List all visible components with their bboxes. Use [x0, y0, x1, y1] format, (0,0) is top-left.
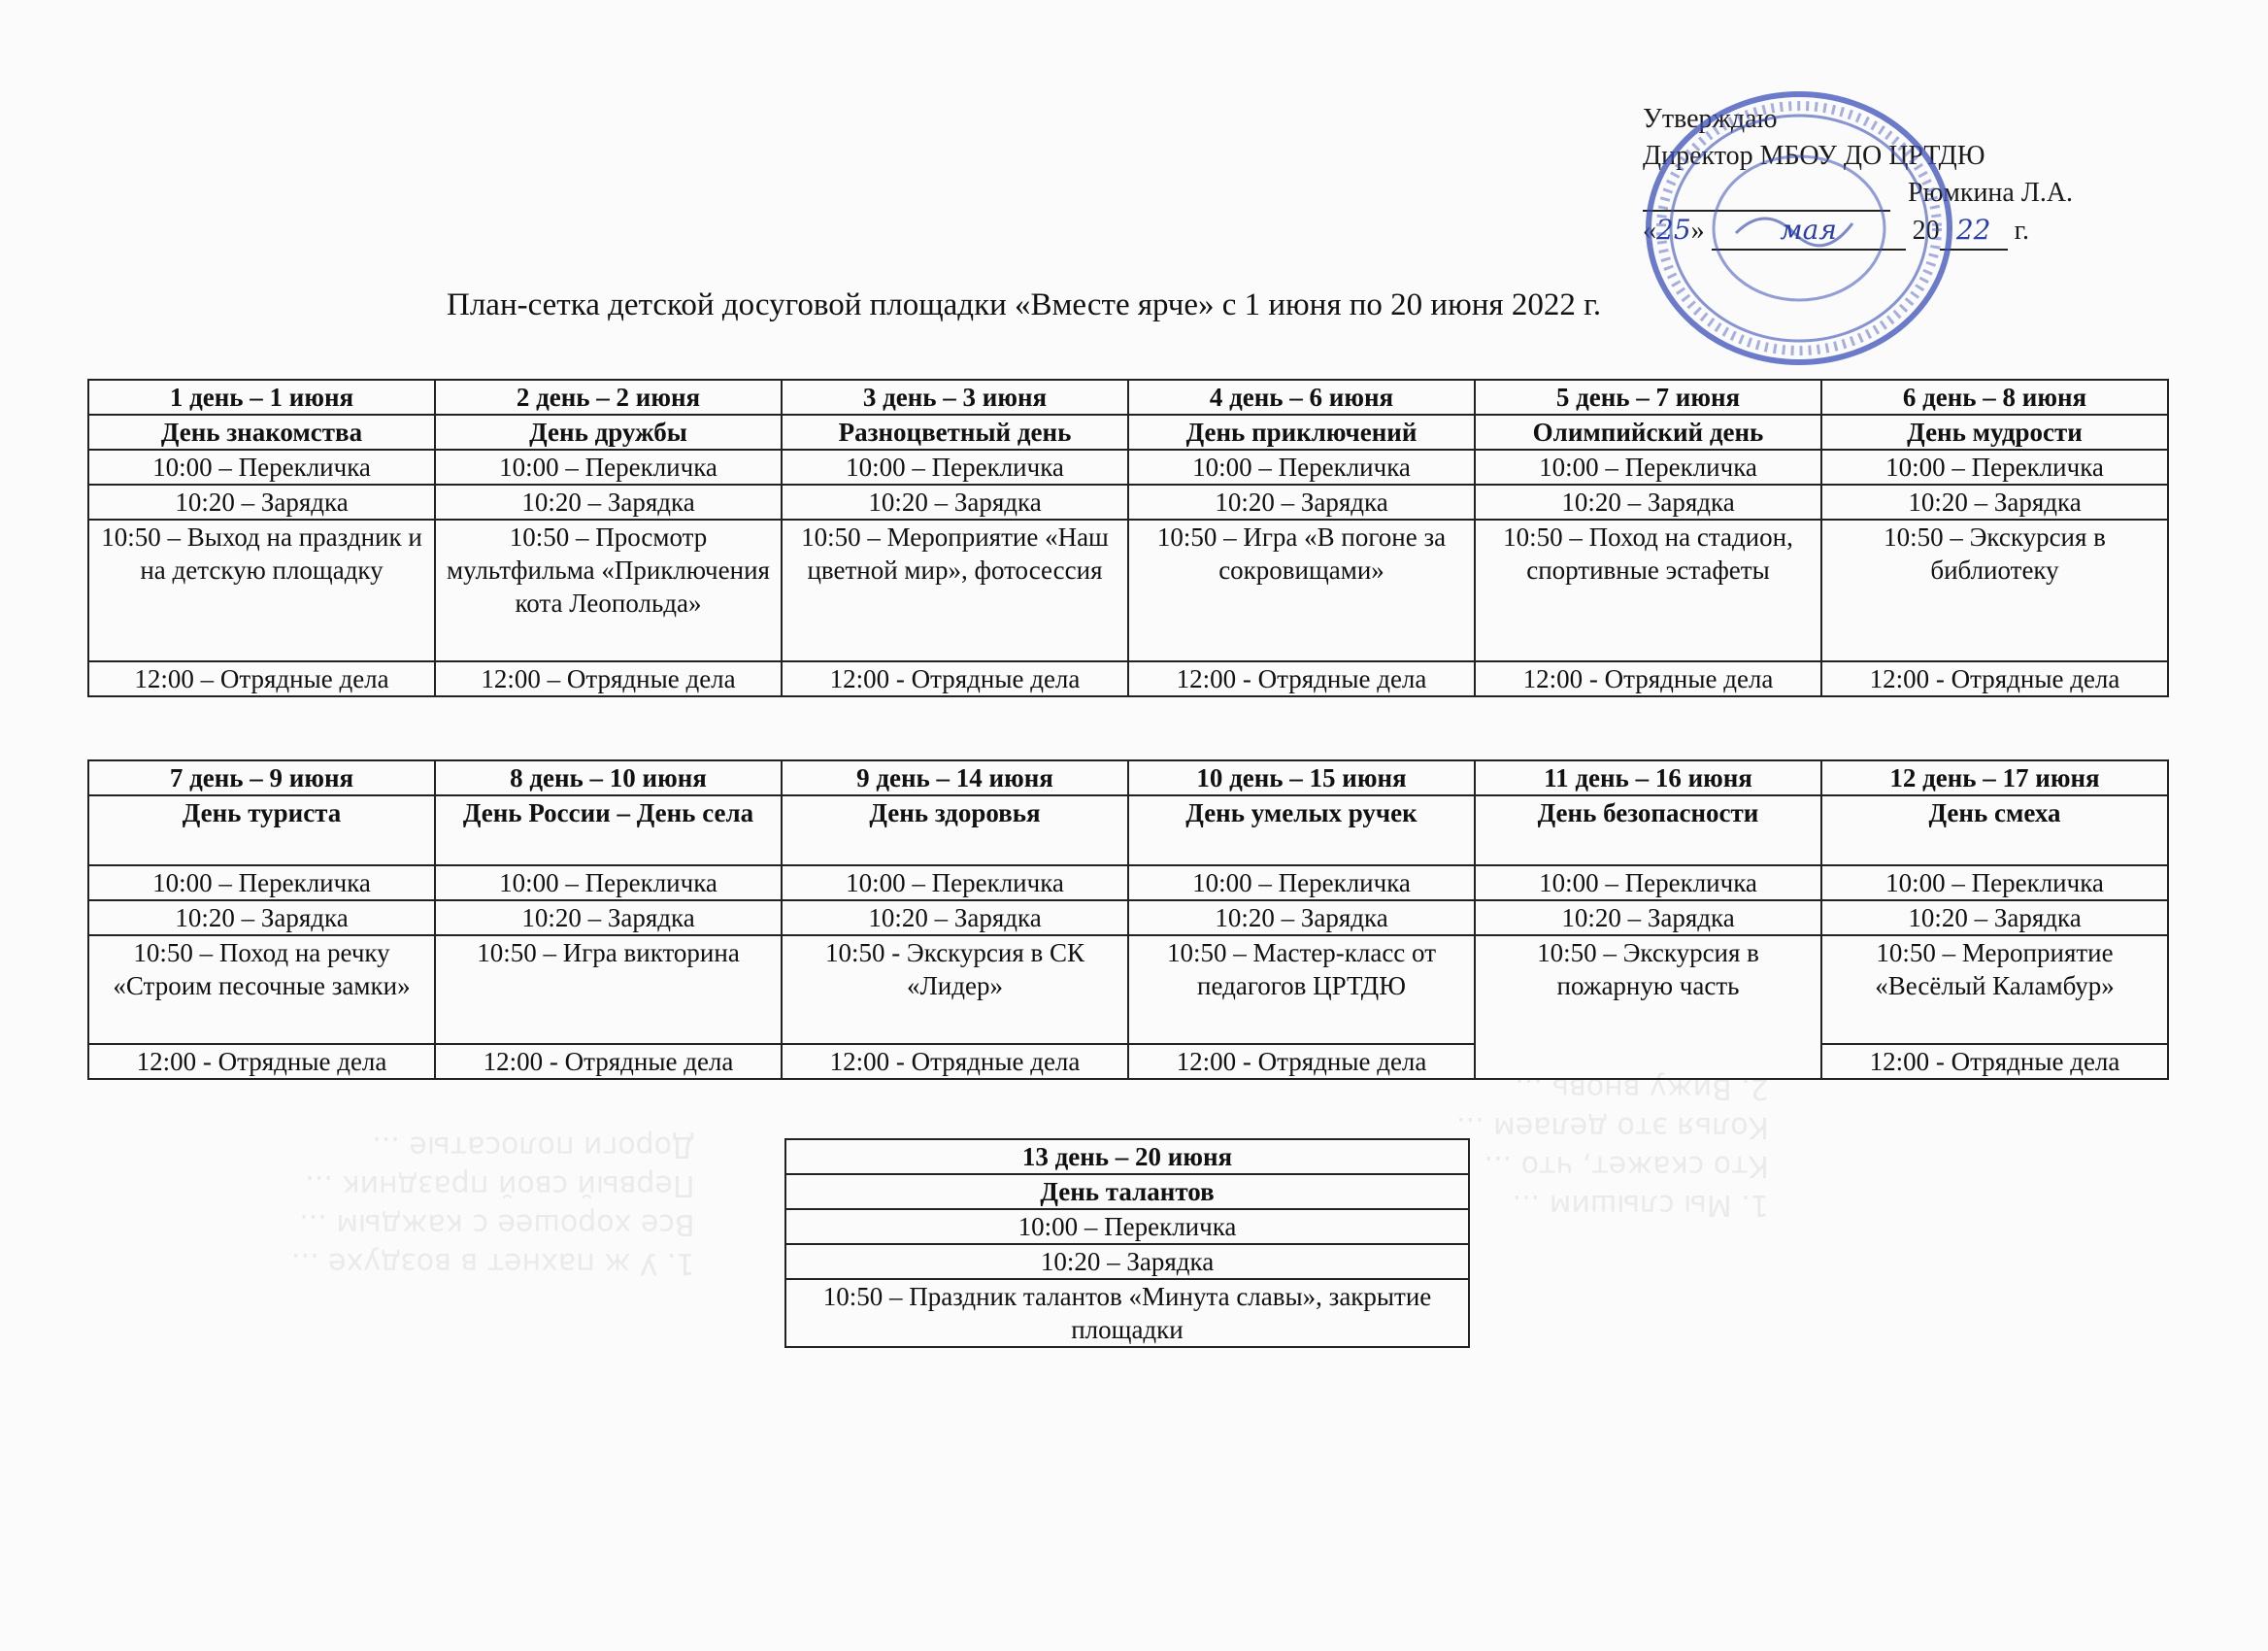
roll-cell: 10:00 – Перекличка: [1821, 865, 2168, 900]
exercise-cell: 10:20 – Зарядка: [1128, 900, 1475, 935]
schedule-table-final: [784, 1138, 1470, 1348]
approval-position: Директор МБОУ ДО ЦРТДЮ: [1643, 141, 1985, 171]
theme-cell: День мудрости: [1821, 415, 2168, 450]
exercise-cell: 10:20 – Зарядка: [1821, 900, 2168, 935]
roll-cell: 10:00 – Перекличка: [435, 450, 782, 485]
table-row-event: [785, 1279, 1469, 1347]
theme-cell: День талантов: [785, 1174, 1469, 1209]
table-row-themes: [88, 795, 2168, 865]
day-cell: 7 день – 9 июня: [88, 760, 435, 795]
theme-cell: Олимпийский день: [1475, 415, 1821, 450]
table-row-event: [88, 935, 2168, 1044]
event-cell: 10:50 – Выход на праздник и на детскую площадку: [88, 520, 435, 661]
table-row-event: [88, 520, 2168, 661]
theme-cell: День смеха: [1821, 795, 2168, 865]
approval-block: [1643, 101, 2148, 251]
table-row-roll: [785, 1209, 1469, 1244]
day-cell: 9 день – 14 июня: [782, 760, 1128, 795]
affairs-cell: 12:00 – Отрядные дела: [88, 661, 435, 696]
theme-cell: День туриста: [88, 795, 435, 865]
exercise-cell: 10:20 – Зарядка: [782, 900, 1128, 935]
event-cell: 10:50 – Игра «В погоне за сокровищами»: [1128, 520, 1475, 661]
day-cell: 5 день – 7 июня: [1475, 380, 1821, 415]
approval-heading: Утверждаю: [1643, 104, 1778, 134]
event-cell: 10:50 – Мероприятие «Весёлый Каламбур»: [1821, 935, 2168, 1044]
affairs-cell: 12:00 - Отрядные дела: [782, 661, 1128, 696]
day-cell: 13 день – 20 июня: [785, 1139, 1469, 1174]
table-row-exercise: [88, 485, 2168, 520]
affairs-cell: 12:00 - Отрядные дела: [1821, 1044, 2168, 1079]
exercise-cell: 10:20 – Зарядка: [88, 900, 435, 935]
affairs-cell: 12:00 – Отрядные дела: [435, 661, 782, 696]
schedule-table-week2: [87, 759, 2169, 1080]
roll-cell: 10:00 – Перекличка: [782, 450, 1128, 485]
date-day: 25: [1656, 214, 1691, 246]
event-cell: 10:50 – Экскурсия в пожарную часть: [1475, 935, 1821, 1079]
roll-cell: 10:00 – Перекличка: [88, 450, 435, 485]
event-cell: 10:50 – Поход на стадион, спортивные эстафеты: [1475, 520, 1821, 661]
theme-cell: День умелых ручек: [1128, 795, 1475, 865]
roll-cell: 10:00 – Перекличка: [435, 865, 782, 900]
signature-line: [1643, 183, 1890, 212]
table-row-day: [785, 1139, 1469, 1174]
day-cell: 3 день – 3 июня: [782, 380, 1128, 415]
theme-cell: День безопасности: [1475, 795, 1821, 865]
exercise-cell: 10:20 – Зарядка: [1475, 900, 1821, 935]
date-suffix: г.: [2014, 216, 2029, 246]
day-cell: 1 день – 1 июня: [88, 380, 435, 415]
schedule-table-week1: [87, 379, 2169, 697]
event-cell: 10:50 – Мастер-класс от педагогов ЦРТДЮ: [1128, 935, 1475, 1044]
exercise-cell: 10:20 – Зарядка: [435, 485, 782, 520]
roll-cell: 10:00 – Перекличка: [782, 865, 1128, 900]
roll-cell: 10:00 – Перекличка: [785, 1209, 1469, 1244]
roll-cell: 10:00 – Перекличка: [1821, 450, 2168, 485]
theme-cell: Разноцветный день: [782, 415, 1128, 450]
day-cell: 6 день – 8 июня: [1821, 380, 2168, 415]
theme-cell: День знакомства: [88, 415, 435, 450]
table-row-days: [88, 380, 2168, 415]
affairs-cell: 12:00 - Отрядные дела: [1128, 661, 1475, 696]
exercise-cell: 10:20 – Зарядка: [1475, 485, 1821, 520]
roll-cell: 10:00 – Перекличка: [1128, 865, 1475, 900]
exercise-cell: 10:20 – Зарядка: [435, 900, 782, 935]
day-cell: 2 день – 2 июня: [435, 380, 782, 415]
date-month: мая: [1712, 212, 1906, 251]
event-cell: 10:50 – Праздник талантов «Минута славы», закрытие площадки: [785, 1279, 1469, 1347]
event-cell: 10:50 – Игра викторина: [435, 935, 782, 1044]
affairs-cell: 12:00 - Отрядные дела: [782, 1044, 1128, 1079]
table-row-exercise: [785, 1244, 1469, 1279]
director-name: Рюмкина Л.А.: [1908, 178, 2074, 208]
event-cell: 10:50 – Мероприятие «Наш цветной мир», фотосессия: [782, 520, 1128, 661]
table-row-days: [88, 760, 2168, 795]
bleed-through-text: 1. У ж пахнет в воздухе ... Все хорошее с каждым ... Первый свой праздник ... Дороги полосатые ...: [291, 1129, 695, 1280]
affairs-cell: 12:00 - Отрядные дела: [1821, 661, 2168, 696]
approval-signature-row: [1643, 175, 2148, 212]
date-quote-open: «: [1643, 216, 1656, 246]
exercise-cell: 10:20 – Зарядка: [782, 485, 1128, 520]
theme-cell: День России – День села: [435, 795, 782, 865]
page-title: План-сетка детской досуговой площадки «Вместе ярче» с 1 июня по 20 июня 2022 г.: [447, 287, 1602, 322]
event-cell: 10:50 – Поход на речку «Строим песочные замки»: [88, 935, 435, 1044]
exercise-cell: 10:20 – Зарядка: [1821, 485, 2168, 520]
day-cell: 12 день – 17 июня: [1821, 760, 2168, 795]
roll-cell: 10:00 – Перекличка: [88, 865, 435, 900]
event-cell: 10:50 – Просмотр мультфильма «Приключения кота Леопольда»: [435, 520, 782, 661]
exercise-cell: 10:20 – Зарядка: [88, 485, 435, 520]
theme-cell: День здоровья: [782, 795, 1128, 865]
affairs-cell: 12:00 - Отрядные дела: [1475, 661, 1821, 696]
roll-cell: 10:00 – Перекличка: [1475, 865, 1821, 900]
event-cell: 10:50 – Экскурсия в библиотеку: [1821, 520, 2168, 661]
exercise-cell: 10:20 – Зарядка: [1128, 485, 1475, 520]
day-cell: 10 день – 15 июня: [1128, 760, 1475, 795]
table-row-roll: [88, 450, 2168, 485]
affairs-cell: 12:00 - Отрядные дела: [1128, 1044, 1475, 1079]
day-cell: 4 день – 6 июня: [1128, 380, 1475, 415]
event-cell: 10:50 - Экскурсия в СК «Лидер»: [782, 935, 1128, 1044]
day-cell: 11 день – 16 июня: [1475, 760, 1821, 795]
table-row-theme: [785, 1174, 1469, 1209]
affairs-cell: 12:00 - Отрядные дела: [88, 1044, 435, 1079]
table-row-themes: [88, 415, 2168, 450]
date-year: 22: [1940, 212, 2008, 251]
day-cell: 8 день – 10 июня: [435, 760, 782, 795]
approval-date-row: [1643, 212, 2148, 251]
affairs-cell: 12:00 - Отрядные дела: [435, 1044, 782, 1079]
roll-cell: 10:00 – Перекличка: [1128, 450, 1475, 485]
table-row-affairs: [88, 661, 2168, 696]
table-row-affairs: [88, 1044, 2168, 1079]
date-year-prefix: 20: [1912, 216, 1940, 246]
bleed-through-text-2: 1. Мы слышим ... Кто скажет, что ... Колья это делаем ... 2. Вижу вновь ...: [1456, 1071, 1769, 1222]
theme-cell: День дружбы: [435, 415, 782, 450]
table-row-exercise: [88, 900, 2168, 935]
table-row-roll: [88, 865, 2168, 900]
exercise-cell: 10:20 – Зарядка: [785, 1244, 1469, 1279]
roll-cell: 10:00 – Перекличка: [1475, 450, 1821, 485]
theme-cell: День приключений: [1128, 415, 1475, 450]
date-quote-close: »: [1690, 216, 1705, 246]
